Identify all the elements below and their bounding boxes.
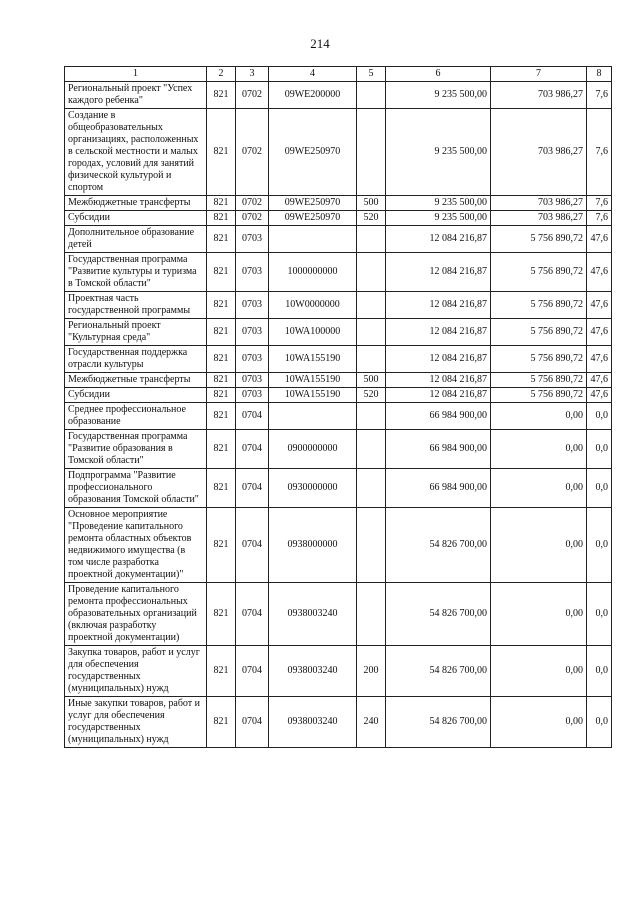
percent-executed-cell: 7,6 [587,82,612,109]
amount-executed-cell: 0,00 [491,469,587,508]
amount-executed-cell: 5 756 890,72 [491,373,587,388]
table-row [65,508,612,583]
amount-planned-cell: 12 084 216,87 [386,253,491,292]
code-target-cell [269,403,357,430]
percent-executed-cell: 7,6 [587,211,612,226]
code-section-cell: 0702 [236,82,269,109]
code-ministry-cell: 821 [207,646,236,697]
amount-executed-cell: 5 756 890,72 [491,346,587,373]
code-expense-type-cell [357,469,386,508]
amount-planned-cell: 66 984 900,00 [386,469,491,508]
code-section-cell: 0703 [236,373,269,388]
code-ministry-cell: 821 [207,292,236,319]
code-target-cell: 0900000000 [269,430,357,469]
header-cell: 2 [207,67,236,82]
code-target-cell: 0938000000 [269,508,357,583]
header-cell: 5 [357,67,386,82]
amount-planned-cell: 66 984 900,00 [386,430,491,469]
table-row [65,388,612,403]
amount-planned-cell: 12 084 216,87 [386,319,491,346]
percent-executed-cell: 0,0 [587,469,612,508]
table-row [65,403,612,430]
code-target-cell: 0938003240 [269,697,357,748]
amount-planned-cell: 54 826 700,00 [386,508,491,583]
table-row [65,319,612,346]
code-target-cell: 09WE250970 [269,109,357,196]
code-expense-type-cell: 520 [357,388,386,403]
code-section-cell: 0704 [236,697,269,748]
amount-planned-cell: 9 235 500,00 [386,211,491,226]
code-expense-type-cell: 500 [357,196,386,211]
amount-executed-cell: 0,00 [491,430,587,469]
row-name-cell: Государственная поддержка отрасли культуры [65,346,207,373]
amount-executed-cell: 703 986,27 [491,82,587,109]
code-section-cell: 0703 [236,388,269,403]
code-target-cell: 0938003240 [269,646,357,697]
code-section-cell: 0702 [236,211,269,226]
percent-executed-cell: 0,0 [587,697,612,748]
table-row [65,109,612,196]
amount-planned-cell: 12 084 216,87 [386,226,491,253]
percent-executed-cell: 47,6 [587,388,612,403]
code-target-cell: 10WA100000 [269,319,357,346]
code-section-cell: 0704 [236,403,269,430]
table-row [65,211,612,226]
table-row [65,373,612,388]
percent-executed-cell: 0,0 [587,646,612,697]
amount-planned-cell: 9 235 500,00 [386,196,491,211]
amount-executed-cell: 5 756 890,72 [491,226,587,253]
row-name-cell: Проведение капитального ремонта профессиональных образовательных организаций (включая разработку проектной документации) [65,583,207,646]
code-section-cell: 0703 [236,346,269,373]
code-expense-type-cell [357,226,386,253]
code-expense-type-cell [357,430,386,469]
code-target-cell: 09WE200000 [269,82,357,109]
code-expense-type-cell [357,403,386,430]
amount-executed-cell: 0,00 [491,508,587,583]
percent-executed-cell: 47,6 [587,253,612,292]
table-row [65,253,612,292]
code-ministry-cell: 821 [207,82,236,109]
code-target-cell: 0930000000 [269,469,357,508]
header-cell: 7 [491,67,587,82]
code-ministry-cell: 821 [207,346,236,373]
code-section-cell: 0704 [236,646,269,697]
row-name-cell: Дополнительное образование детей [65,226,207,253]
amount-executed-cell: 0,00 [491,697,587,748]
code-ministry-cell: 821 [207,196,236,211]
amount-executed-cell: 0,00 [491,646,587,697]
code-section-cell: 0702 [236,196,269,211]
header-cell: 3 [236,67,269,82]
row-name-cell: Региональный проект "Культурная среда" [65,319,207,346]
code-expense-type-cell [357,292,386,319]
amount-planned-cell: 54 826 700,00 [386,646,491,697]
percent-executed-cell: 0,0 [587,508,612,583]
code-ministry-cell: 821 [207,319,236,346]
amount-planned-cell: 12 084 216,87 [386,292,491,319]
amount-executed-cell: 703 986,27 [491,109,587,196]
budget-table [64,66,612,748]
code-target-cell: 10WA155190 [269,388,357,403]
code-expense-type-cell: 240 [357,697,386,748]
header-row [65,67,612,82]
row-name-cell: Среднее профессиональное образование [65,403,207,430]
header-cell: 4 [269,67,357,82]
amount-planned-cell: 12 084 216,87 [386,373,491,388]
code-section-cell: 0702 [236,109,269,196]
header-cell: 1 [65,67,207,82]
row-name-cell: Создание в общеобразовательных организациях, расположенных в сельской местности и малых городах, условий для занятий физической культурой и спортом [65,109,207,196]
row-name-cell: Региональный проект "Успех каждого ребенка" [65,82,207,109]
table-row [65,583,612,646]
table-body [65,82,612,748]
code-expense-type-cell [357,583,386,646]
table-row [65,469,612,508]
percent-executed-cell: 0,0 [587,430,612,469]
amount-executed-cell: 5 756 890,72 [491,292,587,319]
percent-executed-cell: 47,6 [587,226,612,253]
code-section-cell: 0703 [236,253,269,292]
row-name-cell: Межбюджетные трансферты [65,373,207,388]
amount-executed-cell: 5 756 890,72 [491,388,587,403]
code-section-cell: 0703 [236,319,269,346]
page-number: 214 [310,36,330,51]
code-ministry-cell: 821 [207,583,236,646]
code-target-cell [269,226,357,253]
code-target-cell: 1000000000 [269,253,357,292]
table-row [65,226,612,253]
table-row [65,697,612,748]
amount-planned-cell: 54 826 700,00 [386,583,491,646]
code-expense-type-cell [357,508,386,583]
code-ministry-cell: 821 [207,109,236,196]
percent-executed-cell: 47,6 [587,346,612,373]
table-row [65,430,612,469]
code-expense-type-cell [357,319,386,346]
table-row [65,646,612,697]
amount-planned-cell: 12 084 216,87 [386,388,491,403]
table-row [65,346,612,373]
percent-executed-cell: 47,6 [587,373,612,388]
percent-executed-cell: 47,6 [587,319,612,346]
code-ministry-cell: 821 [207,226,236,253]
table-row [65,196,612,211]
amount-planned-cell: 9 235 500,00 [386,109,491,196]
amount-executed-cell: 703 986,27 [491,211,587,226]
code-expense-type-cell [357,346,386,373]
code-section-cell: 0704 [236,469,269,508]
row-name-cell: Межбюджетные трансферты [65,196,207,211]
code-ministry-cell: 821 [207,403,236,430]
code-target-cell: 10WA155190 [269,346,357,373]
code-section-cell: 0703 [236,292,269,319]
code-ministry-cell: 821 [207,373,236,388]
code-ministry-cell: 821 [207,430,236,469]
code-target-cell: 10W0000000 [269,292,357,319]
code-expense-type-cell: 520 [357,211,386,226]
code-expense-type-cell: 500 [357,373,386,388]
code-section-cell: 0704 [236,430,269,469]
code-ministry-cell: 821 [207,253,236,292]
percent-executed-cell: 47,6 [587,292,612,319]
code-target-cell: 10WA155190 [269,373,357,388]
code-section-cell: 0704 [236,583,269,646]
percent-executed-cell: 0,0 [587,403,612,430]
code-target-cell: 09WE250970 [269,211,357,226]
row-name-cell: Основное мероприятие "Проведение капитального ремонта областных объектов недвижимого имущества (в том числе разработка проектной документации)" [65,508,207,583]
amount-planned-cell: 9 235 500,00 [386,82,491,109]
row-name-cell: Государственная программа "Развитие образования в Томской области" [65,430,207,469]
row-name-cell: Подпрограмма "Развитие профессионального образования Томской области" [65,469,207,508]
row-name-cell: Закупка товаров, работ и услуг для обеспечения государственных (муниципальных) нужд [65,646,207,697]
code-target-cell: 09WE250970 [269,196,357,211]
code-target-cell: 0938003240 [269,583,357,646]
row-name-cell: Государственная программа "Развитие культуры и туризма в Томской области" [65,253,207,292]
row-name-cell: Субсидии [65,388,207,403]
code-expense-type-cell [357,82,386,109]
code-ministry-cell: 821 [207,697,236,748]
amount-executed-cell: 5 756 890,72 [491,253,587,292]
row-name-cell: Субсидии [65,211,207,226]
amount-executed-cell: 703 986,27 [491,196,587,211]
code-ministry-cell: 821 [207,211,236,226]
amount-planned-cell: 54 826 700,00 [386,697,491,748]
code-ministry-cell: 821 [207,469,236,508]
header-cell: 8 [587,67,612,82]
amount-executed-cell: 5 756 890,72 [491,319,587,346]
table-row [65,82,612,109]
code-ministry-cell: 821 [207,508,236,583]
row-name-cell: Иные закупки товаров, работ и услуг для обеспечения государственных (муниципальных) нужд [65,697,207,748]
code-section-cell: 0703 [236,226,269,253]
code-section-cell: 0704 [236,508,269,583]
table-row [65,292,612,319]
amount-planned-cell: 66 984 900,00 [386,403,491,430]
amount-planned-cell: 12 084 216,87 [386,346,491,373]
amount-executed-cell: 0,00 [491,403,587,430]
header-cell: 6 [386,67,491,82]
percent-executed-cell: 7,6 [587,196,612,211]
percent-executed-cell: 0,0 [587,583,612,646]
code-expense-type-cell [357,109,386,196]
code-ministry-cell: 821 [207,388,236,403]
amount-executed-cell: 0,00 [491,583,587,646]
code-expense-type-cell [357,253,386,292]
row-name-cell: Проектная часть государственной программы [65,292,207,319]
percent-executed-cell: 7,6 [587,109,612,196]
code-expense-type-cell: 200 [357,646,386,697]
